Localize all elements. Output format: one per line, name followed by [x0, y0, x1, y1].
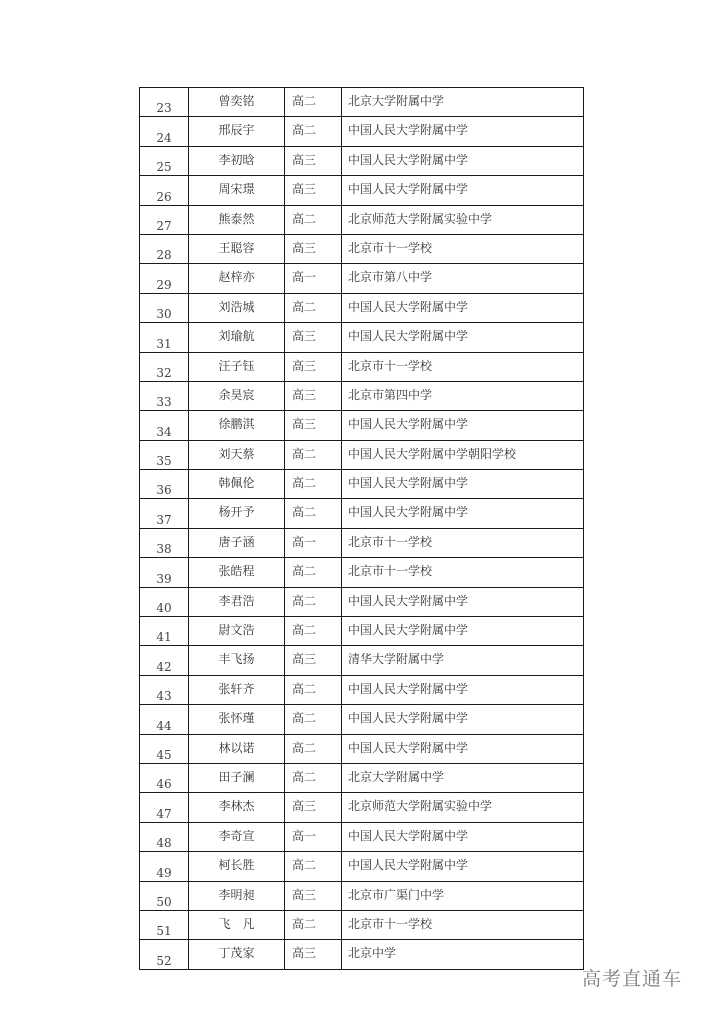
table-row	[140, 528, 584, 557]
grade-level: 高二	[285, 293, 342, 322]
school-name: 北京师范大学附属实验中学	[342, 793, 584, 822]
row-number: 43	[140, 675, 189, 704]
student-name: 刘浩城	[189, 293, 285, 322]
table-row	[140, 852, 584, 881]
grade-level: 高二	[285, 558, 342, 587]
school-name: 中国人民大学附属中学	[342, 293, 584, 322]
table-row	[140, 822, 584, 851]
student-name: 邢辰宇	[189, 117, 285, 146]
grade-level: 高一	[285, 264, 342, 293]
grade-level: 高三	[285, 940, 342, 969]
grade-level: 高二	[285, 705, 342, 734]
school-name: 中国人民大学附属中学	[342, 705, 584, 734]
table-row	[140, 205, 584, 234]
grade-level: 高二	[285, 205, 342, 234]
grade-level: 高三	[285, 411, 342, 440]
student-name: 唐子涵	[189, 528, 285, 557]
row-number: 35	[140, 440, 189, 469]
school-name: 北京师范大学附属实验中学	[342, 205, 584, 234]
table-row	[140, 881, 584, 910]
row-number: 36	[140, 470, 189, 499]
table-row	[140, 793, 584, 822]
grade-level: 高二	[285, 675, 342, 704]
grade-level: 高二	[285, 617, 342, 646]
row-number: 33	[140, 381, 189, 410]
table-row	[140, 675, 584, 704]
student-name: 李奇宣	[189, 822, 285, 851]
table-row	[140, 499, 584, 528]
school-name: 中国人民大学附属中学	[342, 617, 584, 646]
school-name: 北京市第四中学	[342, 381, 584, 410]
table-row	[140, 323, 584, 352]
student-name: 徐鹏淇	[189, 411, 285, 440]
school-name: 中国人民大学附属中学	[342, 587, 584, 616]
school-name: 中国人民大学附属中学	[342, 852, 584, 881]
table-row	[140, 352, 584, 381]
grade-level: 高三	[285, 146, 342, 175]
table-row	[140, 146, 584, 175]
grade-level: 高三	[285, 646, 342, 675]
row-number: 29	[140, 264, 189, 293]
student-name: 熊泰然	[189, 205, 285, 234]
student-name: 余昊宸	[189, 381, 285, 410]
table-row	[140, 910, 584, 939]
student-name: 韩佩伦	[189, 470, 285, 499]
student-name: 张怀瑾	[189, 705, 285, 734]
table-row	[140, 411, 584, 440]
grade-level: 高二	[285, 117, 342, 146]
table-row	[140, 617, 584, 646]
table-row	[140, 264, 584, 293]
grade-level: 高二	[285, 499, 342, 528]
student-name: 张皓程	[189, 558, 285, 587]
school-name: 中国人民大学附属中学	[342, 146, 584, 175]
table-row	[140, 734, 584, 763]
school-name: 北京市十一学校	[342, 528, 584, 557]
table-row	[140, 646, 584, 675]
table-row	[140, 381, 584, 410]
grade-level: 高三	[285, 381, 342, 410]
school-name: 北京中学	[342, 940, 584, 969]
student-name: 丰飞扬	[189, 646, 285, 675]
student-roster-table	[139, 87, 584, 970]
student-name: 汪子钰	[189, 352, 285, 381]
table-row	[140, 763, 584, 792]
school-name: 中国人民大学附属中学	[342, 470, 584, 499]
student-name: 王聪容	[189, 234, 285, 263]
row-number: 28	[140, 234, 189, 263]
grade-level: 高一	[285, 822, 342, 851]
student-name: 周宋璟	[189, 176, 285, 205]
student-name: 柯长胜	[189, 852, 285, 881]
school-name: 清华大学附属中学	[342, 646, 584, 675]
row-number: 34	[140, 411, 189, 440]
row-number: 32	[140, 352, 189, 381]
grade-level: 高二	[285, 88, 342, 117]
table-row	[140, 705, 584, 734]
school-name: 北京市十一学校	[342, 910, 584, 939]
row-number: 26	[140, 176, 189, 205]
student-name: 李林杰	[189, 793, 285, 822]
row-number: 51	[140, 910, 189, 939]
row-number: 24	[140, 117, 189, 146]
grade-level: 高三	[285, 881, 342, 910]
school-name: 中国人民大学附属中学	[342, 323, 584, 352]
row-number: 37	[140, 499, 189, 528]
grade-level: 高二	[285, 910, 342, 939]
student-name: 张轩齐	[189, 675, 285, 704]
school-name: 北京市第八中学	[342, 264, 584, 293]
student-name: 曾奕铭	[189, 88, 285, 117]
school-name: 北京市十一学校	[342, 234, 584, 263]
row-number: 42	[140, 646, 189, 675]
student-name: 李君浩	[189, 587, 285, 616]
table-row	[140, 940, 584, 969]
student-name: 赵梓亦	[189, 264, 285, 293]
student-name: 李初晗	[189, 146, 285, 175]
student-name: 林以诺	[189, 734, 285, 763]
school-name: 中国人民大学附属中学	[342, 822, 584, 851]
grade-level: 高三	[285, 352, 342, 381]
row-number: 25	[140, 146, 189, 175]
table-row	[140, 440, 584, 469]
school-name: 中国人民大学附属中学	[342, 176, 584, 205]
row-number: 41	[140, 617, 189, 646]
grade-level: 高二	[285, 440, 342, 469]
watermark-logo-text: 高考直通车	[582, 968, 683, 990]
row-number: 48	[140, 822, 189, 851]
grade-level: 高二	[285, 734, 342, 763]
grade-level: 高三	[285, 176, 342, 205]
school-name: 中国人民大学附属中学	[342, 499, 584, 528]
row-number: 46	[140, 763, 189, 792]
grade-level: 高一	[285, 528, 342, 557]
table-row	[140, 558, 584, 587]
grade-level: 高三	[285, 793, 342, 822]
school-name: 中国人民大学附属中学	[342, 675, 584, 704]
table-row	[140, 293, 584, 322]
school-name: 北京市广渠门中学	[342, 881, 584, 910]
student-name: 刘瑜航	[189, 323, 285, 352]
grade-level: 高二	[285, 470, 342, 499]
student-name: 尉文浩	[189, 617, 285, 646]
table-row	[140, 470, 584, 499]
student-name: 飞 凡	[189, 910, 285, 939]
row-number: 30	[140, 293, 189, 322]
school-name: 中国人民大学附属中学	[342, 117, 584, 146]
row-number: 38	[140, 528, 189, 557]
school-name: 北京市十一学校	[342, 352, 584, 381]
row-number: 52	[140, 940, 189, 969]
table-row	[140, 587, 584, 616]
school-name: 北京大学附属中学	[342, 763, 584, 792]
row-number: 31	[140, 323, 189, 352]
row-number: 44	[140, 705, 189, 734]
student-name: 丁茂家	[189, 940, 285, 969]
student-name: 刘天蔡	[189, 440, 285, 469]
student-name: 李明昶	[189, 881, 285, 910]
row-number: 39	[140, 558, 189, 587]
school-name: 中国人民大学附属中学朝阳学校	[342, 440, 584, 469]
grade-level: 高三	[285, 323, 342, 352]
student-name: 杨开予	[189, 499, 285, 528]
table-row	[140, 234, 584, 263]
row-number: 40	[140, 587, 189, 616]
grade-level: 高三	[285, 234, 342, 263]
roster-body	[140, 88, 584, 970]
school-name: 北京大学附属中学	[342, 88, 584, 117]
table-row	[140, 176, 584, 205]
school-name: 中国人民大学附属中学	[342, 411, 584, 440]
row-number: 27	[140, 205, 189, 234]
grade-level: 高二	[285, 852, 342, 881]
row-number: 49	[140, 852, 189, 881]
table-row	[140, 88, 584, 117]
row-number: 50	[140, 881, 189, 910]
row-number: 23	[140, 88, 189, 117]
table-row	[140, 117, 584, 146]
grade-level: 高二	[285, 763, 342, 792]
row-number: 45	[140, 734, 189, 763]
student-name: 田子澜	[189, 763, 285, 792]
grade-level: 高二	[285, 587, 342, 616]
row-number: 47	[140, 793, 189, 822]
school-name: 中国人民大学附属中学	[342, 734, 584, 763]
school-name: 北京市十一学校	[342, 558, 584, 587]
